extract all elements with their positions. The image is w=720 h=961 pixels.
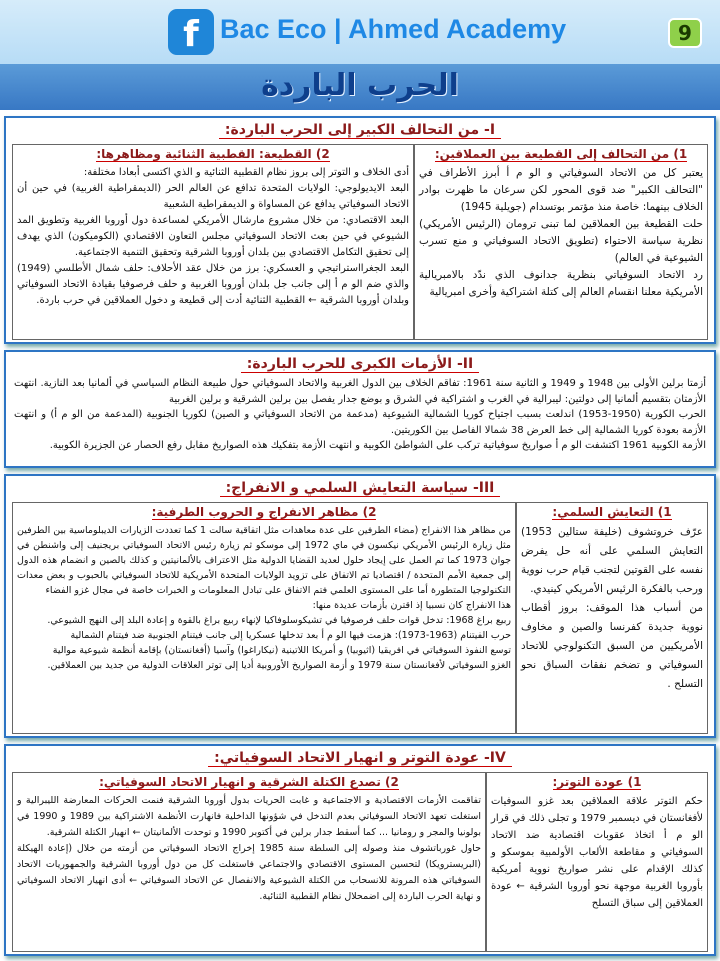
section-1-left-box [414,144,708,340]
list-item: حرب الفيتنام (1963-1973): هزمت فيها الو م أ بعد تدخلها عسكريا إلى جانب فيتنام الجنوبية ضد فيتنام الشمالية [70,630,511,641]
list-item: تفاقمت الأزمات الاقتصادية و الاجتماعية و غابت الحريات بدول أوروبا الشرقية فنمت الحركات المعارضة الليبرالية و استغلت تعهد الاتحاد السوفياتي بعدم التدخل في شؤونها الداخلية فانهارت الأنظمة الاشتراكية بين 1989 و 1990 في بولونيا والمجر و رومانيا ... كما أسقط جدار برلين في أكتوبر 1990 و توحدت الألمانيتان ← انهيار الكتلة الشرقية. [17,795,481,838]
section-1-right-heading: 2) القطيعة: القطبية الثنائية ومظاهرها: [96,147,330,161]
page-number: 9 [668,18,702,48]
list-item: أزمتا برلين الأولى بين 1948 و 1949 و الثانية سنة 1961: تفاقم الخلاف بين الدول الغربية والاتحاد السوفياتي حول طبيعة النظام السياسي في ألمانيا بعد النازية. انتهت الأزمتان بتقسيم ألمانيا إلى دولتين: ليبرالية في الغرب و اشتراكية في الشرق و بوضع جدار يفصل بين برلين الشرقية و برلين الغربية [14,378,707,405]
list-item: هذا الانفراج كان نسبيا إذ اقترن بأزمات عديدة منها: [312,600,511,611]
list-item: البعد الجغرااستراتيجي و العسكري: برز من خلال عقد الأحلاف: حلف شمال الأطلسي (1949) والذي ضم الو م أ إلى جانب جل بلدان أوروبا الغربية و حلف فرصوفيا بقيادة الاتحاد السوفياتي وبلدان أوروبا الشرقية ← القطبية الثنائية أدت إلى قطيعة و دخول العملاقين في حرب باردة. [17,263,409,306]
section-3-left-text [521,523,703,694]
list-item: رد الاتحاد السوفياتي بنظرية جدانوف الذي ندّد بالامبريالية الأمريكية معلنا انقسام العالم إلى كتلة اشتراكية وأخرى امبريالية [419,269,703,298]
section-4-left-box [486,772,708,952]
section-4-right-heading: 2) تصدع الكتلة الشرقية و انهيار الاتحاد السوفياتي: [99,775,399,789]
list-item: البعد الاقتصادي: من خلال مشروع مارشال الأمريكي لمساعدة دول أوروبا الغربية وتطويق المد الشيوعي في حين بعث الاتحاد السوفياتي مجلس التعاون الاقتصادي (الكوميكون) الذي يهدف إلى تحقيق التكامل الاقتصادي بين بلدان أوروبا الشرقية وتحقيق التنمية الاجتماعية. [17,215,409,258]
section-3-right-text [17,523,511,673]
section-1-right-text [17,165,409,309]
facebook-icon: f [168,9,214,55]
section-2 [4,350,716,468]
section-1-left-text [419,165,703,301]
list-item: عرّف خروتشوف (خليفة ستالين 1953) التعايش السلمي على أنه حل يفرض نفسه على القوتين لتجنب قيام حرب نووية ورحب بالفكرة الرئيس الأمريكي كينيدي. [521,526,703,595]
page-title: الحرب الباردة [261,68,459,103]
list-item: الأزمة الكوبية 1961 اكتشفت الو م أ صواريخ سوفياتية تركب على الشواطئ الكوبية و انتهت الأزمة بتفكيك هذه الصواريخ مقابل رفع الحصار عن الجزيرة الكوبية. [49,440,706,451]
list-item: ربيع براغ 1968: تدخل قوات حلف فرصوفيا في تشيكوسلوفاكيا لإنهاء ربيع براغ بالقوة و إعادة البلد إلى النهج الشيوعي. [47,615,511,626]
list-item: من أسباب هذا الموقف: بروز أقطاب نووية جديدة كفرنسا والصين و مخاوف الأمريكيين من السبق التكنولوجي للاتحاد السوفياتي و تضخم نفقات السباق نحو التسلح . [521,602,703,690]
section-1 [4,116,716,344]
list-item: أدى الخلاف و التوتر إلى بروز نظام القطبية الثنائية و الذي اكتسى أبعادا مختلفة: [83,167,409,178]
list-item: توسع النفوذ السوفياتي في افريقيا (اثيوبيا) و أمريكا اللاتينية (نيكاراغوا) وآسيا (أفغانستان) بإقامة أنظمة شيوعية موالية [52,645,511,656]
section-3-left-heading: 1) التعايش السلمي: [552,505,672,519]
list-item: الغزو السوفياتي لأفغانستان سنة 1979 و أزمة الصواريخ الأوروبية أديا إلى توتر العلاقات الدولية من جديد بين العملاقين. [47,660,511,671]
section-4-right-box [12,772,486,952]
section-3-left-box [516,502,708,734]
section-1-title: I- من التحالف الكبير إلى الحرب الباردة: [6,122,714,138]
section-3-title: III- سياسة التعايش السلمي و الانفراج: [6,480,714,496]
section-3-right-box [12,502,516,734]
list-item: حلت القطيعة بين العملاقين لما تبنى ترومان (الرئيس الأمريكي) نظرية سياسة الاحتواء (تطويق الاتحاد السوفياتي و منع تسرب الشيوعية في العالم) [419,218,703,264]
section-4-left-heading: 1) عودة التوتر: [552,775,642,789]
section-2-title: II- الأزمات الكبرى للحرب الباردة: [6,356,714,372]
section-4 [4,744,716,956]
brand-title: Bac Eco | Ahmed Academy [220,14,567,44]
list-item: من مظاهر هذا الانفراج (مضاء الطرفين على عدة معاهدات مثل اتفاقية سالت 1 كما تعددت الزيارات الديبلوماسية بين الطرفين مثل زيارة الرئيس الأمريكي نيكسون في ماي 1972 إلى موسكو ثم زيارة رئيس الاتحاد السوفياتي بريجنيف إلى واشنطن في جوان 1973 كما تم العمل على إيجاد حلول لعديد القضايا الدولية مثل الاعتراف بالألمانيتين و كذلك بالصين و انضمام هذه الدول إلى جمعية الأمم المتحدة / اقتصاديا تم الاتفاق على تزويد الولايات المتحدة الأمريكية للاتحاد السوفياتي بالحبوب و بعض معدات التكنولوجيا المتطورة أما على المستوى العلمي فتم الاتفاق على تبادل المعلومات و الخبرات خاصة في مجال غزو الفضاء [17,525,511,596]
section-2-text [14,376,706,454]
list-item: حاول غورباتشوف منذ وصوله إلى السلطة سنة 1985 إخراج الاتحاد السوفياتي من أزمته من خلال (إعادة الهيكلة (البريسترويكا) لتحسين المستوى الاقتصادي والاجتماعي فاستغلت كل من دول أوروبا الشرقية والجمهوريات الاتحاد السوفياتي هذه المرونة للانسحاب من الكتلة الشيوعية والانفصال عن الاتحاد السوفياتي ← أدى انهيار الاتحاد السوفياتي و نهاية الحرب الباردة إلى اضمحلال نظام القطبية الثنائية. [17,843,481,902]
header-banner [0,0,720,64]
list-item: الحرب الكورية (1950-1953) اندلعت بسبب اجتياح كوريا الشمالية الشيوعية (مدعمة من الاتحاد السوفياتي و الصين) لكوريا الجنوبية (المدعمة من الو م أ) و انتهت الأزمة بعودة كوريا الشمالية إلى خط العرض 38 شمالا الفاصل بين الكوريتين. [14,409,706,436]
list-item: البعد الايديولوجي: الولايات المتحدة تدافع عن العالم الحر (الديمقراطية الغربية) في حين أن الاتحاد السوفياتي يدافع عن المساواة و الديمقراطية الشعبية [17,183,409,210]
list-item: يعتبر كل من الاتحاد السوفياتي و الو م أ أبرز الأطراف في "التحالف الكبير" ضد قوى المحور لكن سرعان ما ظهرت بوادر الخلاف بينهما: خاصة منذ مؤتمر بوتسدام (جويلية 1945) [419,167,703,213]
section-1-left-heading: 1) من التحالف إلى القطيعة بين العملاقين: [434,147,688,161]
section-3 [4,474,716,738]
section-4-left-text [491,793,703,912]
section-4-title: IV- عودة التوتر و انهيار الاتحاد السوفياتي: [6,750,714,766]
section-3-right-heading: 2) مظاهر الانفراج و الحروب الطرفية: [151,505,377,519]
list-item: حكم التوتر علاقة العملاقين بعد غزو السوفيات لأفغانستان في ديسمبر 1979 و تجلى ذلك في قرار الو م أ اتخاذ عقوبات اقتصادية ضد الاتحاد السوفياتي و مقاطعة الألعاب الأولمبية بموسكو و كذلك الإقدام على نشر صواريخ نووية أمريكية بأوروبا الغربية موجهة نحو أوروبا الشرقية ← عودة العملاقين إلى سباق التسلح [491,796,704,909]
section-1-right-box [12,144,414,340]
section-4-right-text [17,793,481,905]
